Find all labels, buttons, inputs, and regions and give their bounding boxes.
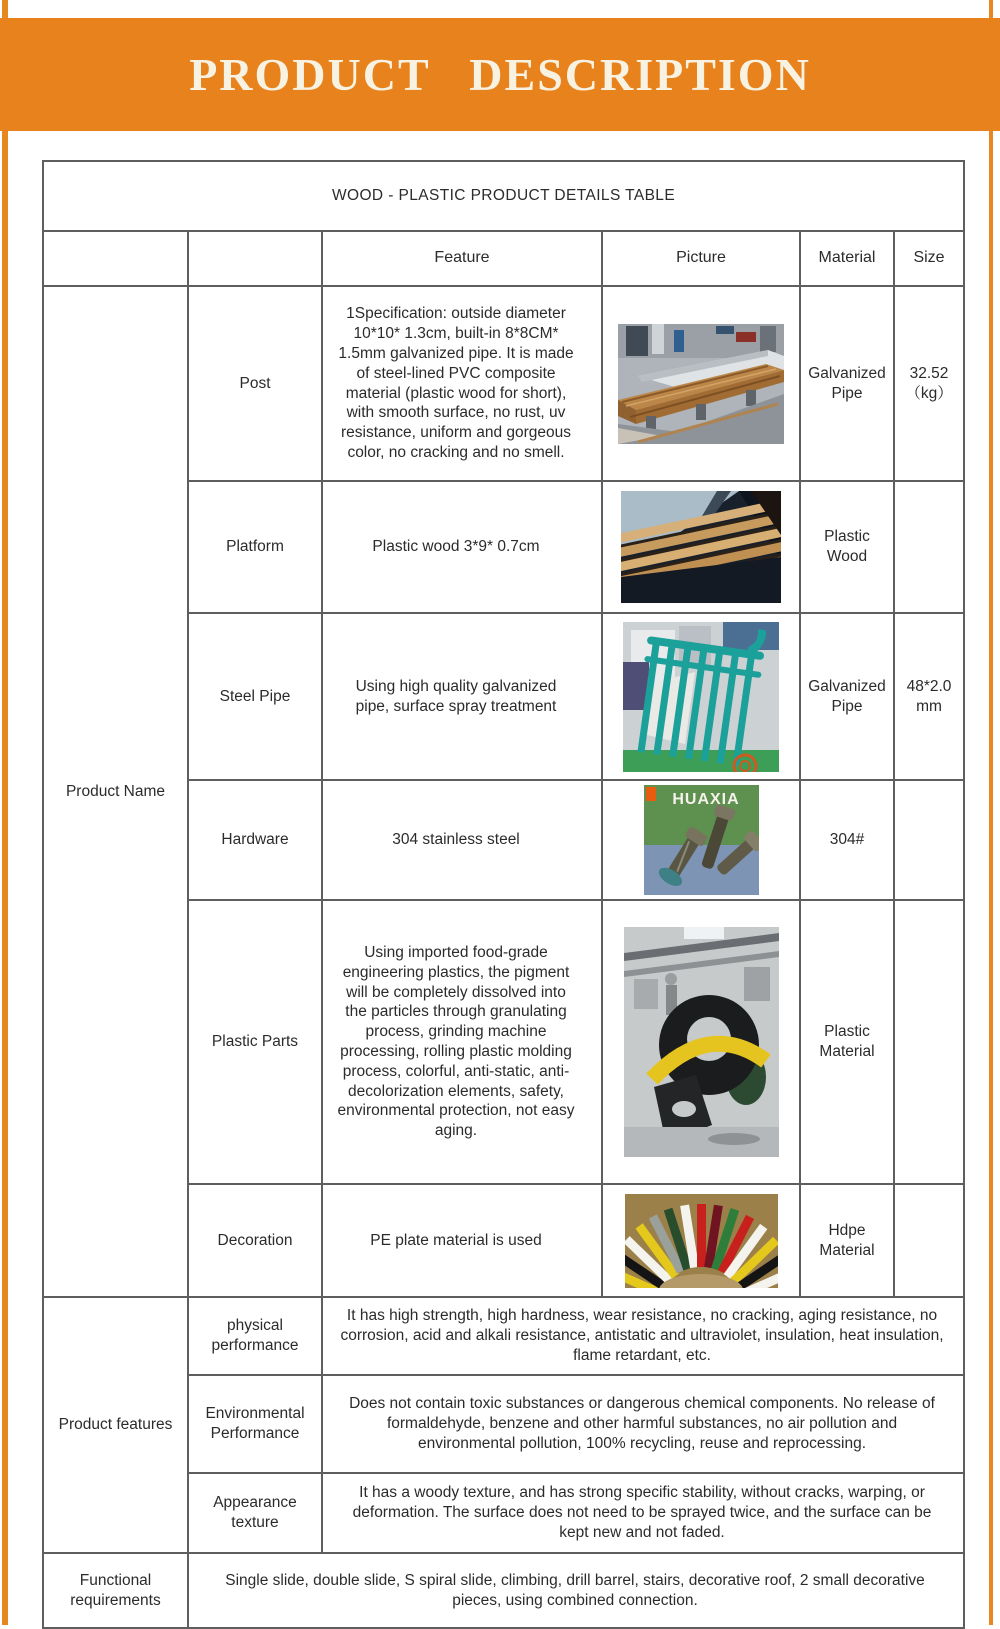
size-post-line2: （kg）	[905, 384, 953, 402]
feature-decoration: PE plate material is used	[322, 1184, 602, 1297]
colored-pe-plates-fan-photo	[625, 1194, 778, 1288]
row-name-environmental-performance: Environmental Performance	[188, 1375, 322, 1473]
page-title: PRODUCT DESCRIPTION	[189, 49, 811, 100]
size-decoration	[894, 1184, 964, 1297]
size-steel-line1: 48*2.0	[906, 677, 952, 695]
row-name-appearance-texture: Appearance texture	[188, 1473, 322, 1553]
material-post: Galvanized Pipe	[800, 286, 894, 481]
row-name-decoration: Decoration	[188, 1184, 322, 1297]
header-material: Material	[800, 231, 894, 286]
teal-galvanized-pipe-railing-photo	[623, 622, 779, 772]
rotomolded-plastic-slide-part-photo	[624, 927, 779, 1157]
text-physical-performance: It has high strength, high hardness, wear resistance, no cracking, aging resistance, no corrosion, acid and alkali resistance, antistatic and ultraviolet, insulation, heat insulation, flame retardant, etc.	[322, 1297, 964, 1375]
row-name-platform: Platform	[188, 481, 322, 613]
header-size: Size	[894, 231, 964, 286]
page-right-orange-border	[989, 0, 993, 1625]
size-steel-line2: mm	[916, 697, 942, 715]
header-blank-1	[43, 231, 188, 286]
feature-platform: Plastic wood 3*9* 0.7cm	[322, 481, 602, 613]
size-hardware	[894, 780, 964, 900]
row-name-post: Post	[188, 286, 322, 481]
size-steel-pipe	[894, 613, 964, 780]
material-decoration: Hdpe Material	[800, 1184, 894, 1297]
product-features-group-label: Product features	[43, 1297, 188, 1553]
feature-post: 1Specification: outside diameter 10*10* 1.3cm, built-in 8*8CM* 1.5mm galvanized pipe. It is made of steel-lined PVC composite material (plastic wood for short), with smooth surface, no rust, uv resistance, uniform and gorgeous color, no cracking and no smell.	[322, 286, 602, 481]
text-environmental-performance: Does not contain toxic substances or dangerous chemical components. No release of formaldehyde, benzene and other harmful substances, no air pollution and environmental pollution, 100% recycling, reuse and reprocessing.	[322, 1375, 964, 1473]
stacked-plastic-wood-planks-photo	[621, 491, 781, 603]
hardware-brand-text: HUAXIA	[671, 791, 740, 808]
wood-plastic-post-production-line-photo	[618, 324, 784, 444]
product-name-group-label: Product Name	[43, 286, 188, 1297]
material-platform: Plastic Wood	[800, 481, 894, 613]
row-name-hardware: Hardware	[188, 780, 322, 900]
material-plastic-parts: Plastic Material	[800, 900, 894, 1184]
product-details-table	[42, 160, 965, 1629]
feature-steel-pipe: Using high quality galvanized pipe, surface spray treatment	[322, 613, 602, 780]
material-steel-pipe: Galvanized Pipe	[800, 613, 894, 780]
size-plastic-parts	[894, 900, 964, 1184]
feature-plastic-parts: Using imported food-grade engineering plastics, the pigment will be completely dissolved into the particles through granulating process, grinding machine processing, rolling plastic molding process, colorful, anti-static, anti-decolorization elements, safety, environmental protection, not easy aging.	[322, 900, 602, 1184]
row-name-physical-performance: physical performance	[188, 1297, 322, 1375]
row-name-steel-pipe: Steel Pipe	[188, 613, 322, 780]
header-feature: Feature	[322, 231, 602, 286]
header-blank-2	[188, 231, 322, 286]
material-hardware: 304#	[800, 780, 894, 900]
title-banner	[0, 18, 1000, 131]
row-name-plastic-parts: Plastic Parts	[188, 900, 322, 1184]
size-post-line1: 32.52	[909, 364, 949, 382]
size-post	[894, 286, 964, 481]
size-platform	[894, 481, 964, 613]
text-functional-requirements: Single slide, double slide, S spiral slide, climbing, drill barrel, stairs, decorative roof, 2 small decorative pieces, using combined connection.	[188, 1553, 964, 1628]
row-name-functional-requirements: Functional requirements	[43, 1553, 188, 1628]
feature-hardware: 304 stainless steel	[322, 780, 602, 900]
table-caption: WOOD - PLASTIC PRODUCT DETAILS TABLE	[43, 161, 964, 231]
text-appearance-texture: It has a woody texture, and has strong specific stability, without cracks, warping, or deformation. The surface does not need to be sprayed twice, and the surface can be kept new and not faded.	[322, 1473, 964, 1553]
page-left-orange-border	[2, 0, 8, 1625]
header-picture: Picture	[602, 231, 800, 286]
stainless-steel-bolts-photo	[644, 785, 759, 895]
